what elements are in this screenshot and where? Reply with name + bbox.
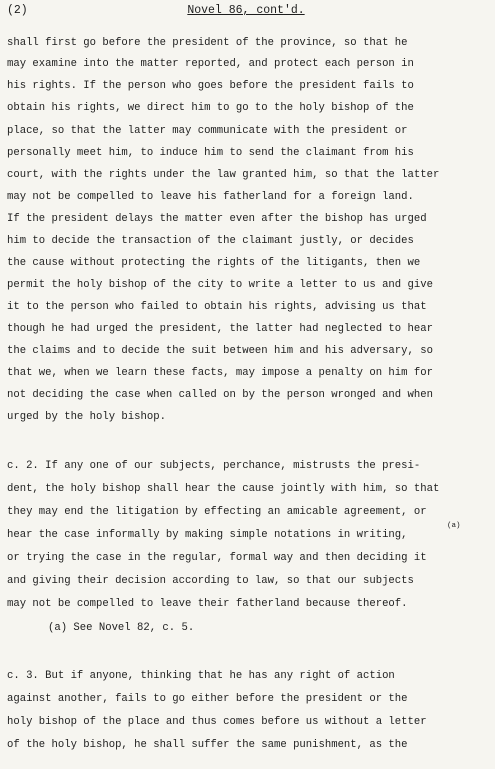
text-line: If the president delays the matter even after the bishop has urged (7, 213, 427, 225)
text-line: the claims and to decide the suit between him and his adversary, so (7, 345, 433, 357)
text-line: and giving their decision according to law, so that our subjects (7, 575, 414, 587)
text-line: him to decide the transaction of the claimant justly, or decides (7, 235, 414, 247)
footnote: (a) See Novel 82, c. 5. (48, 622, 195, 634)
text-line: obtain his rights, we direct him to go to the holy bishop of the (7, 102, 414, 114)
page-number: (2) (7, 4, 28, 17)
text-line: place, so that the latter may communicate with the president or (7, 125, 408, 137)
text-line: may examine into the matter reported, and protect each person in (7, 58, 414, 70)
text-line: hear the case informally by making simple notations in writing, (7, 529, 408, 541)
text-line: of the holy bishop, he shall suffer the same punishment, as the (7, 739, 408, 751)
running-title: Novel 86, cont'd. (187, 4, 305, 17)
text-line: they may end the litigation by effecting an amicable agreement, or (7, 506, 427, 518)
text-line: the cause without protecting the rights of the litigants, then we (7, 257, 421, 269)
text-line: shall first go before the president of the province, so that he (7, 37, 408, 49)
text-line: personally meet him, to induce him to send the claimant from his (7, 147, 414, 159)
section-heading-line: c. 3. But if anyone, thinking that he has any right of action (7, 670, 395, 682)
text-line: his rights. If the person who goes before the president fails to (7, 80, 414, 92)
text-line: not deciding the case when called on by the person wronged and when (7, 389, 433, 401)
footnote-marker: (a) (447, 522, 461, 530)
text-line: may not be compelled to leave their fatherland because thereof. (7, 598, 408, 610)
section-heading-line: c. 2. If any one of our subjects, perchance, mistrusts the presi- (7, 460, 421, 472)
text-line: it to the person who failed to obtain his rights, advising us that (7, 301, 427, 313)
text-line: against another, fails to go either before the president or the (7, 693, 408, 705)
text-line: or trying the case in the regular, formal way and then deciding it (7, 552, 427, 564)
text-line: that we, when we learn these facts, may impose a penalty on him for (7, 367, 433, 379)
text-line: though he had urged the president, the latter had neglected to hear (7, 323, 433, 335)
text-line: holy bishop of the place and thus comes before us without a letter (7, 716, 427, 728)
text-line: court, with the rights under the law granted him, so that the latter (7, 169, 440, 181)
text-line: permit the holy bishop of the city to write a letter to us and give (7, 279, 433, 291)
page-header (7, 4, 485, 22)
text-line: may not be compelled to leave his fatherland for a foreign land. (7, 191, 414, 203)
text-line: dent, the holy bishop shall hear the cause jointly with him, so that (7, 483, 440, 495)
text-line: urged by the holy bishop. (7, 411, 166, 423)
